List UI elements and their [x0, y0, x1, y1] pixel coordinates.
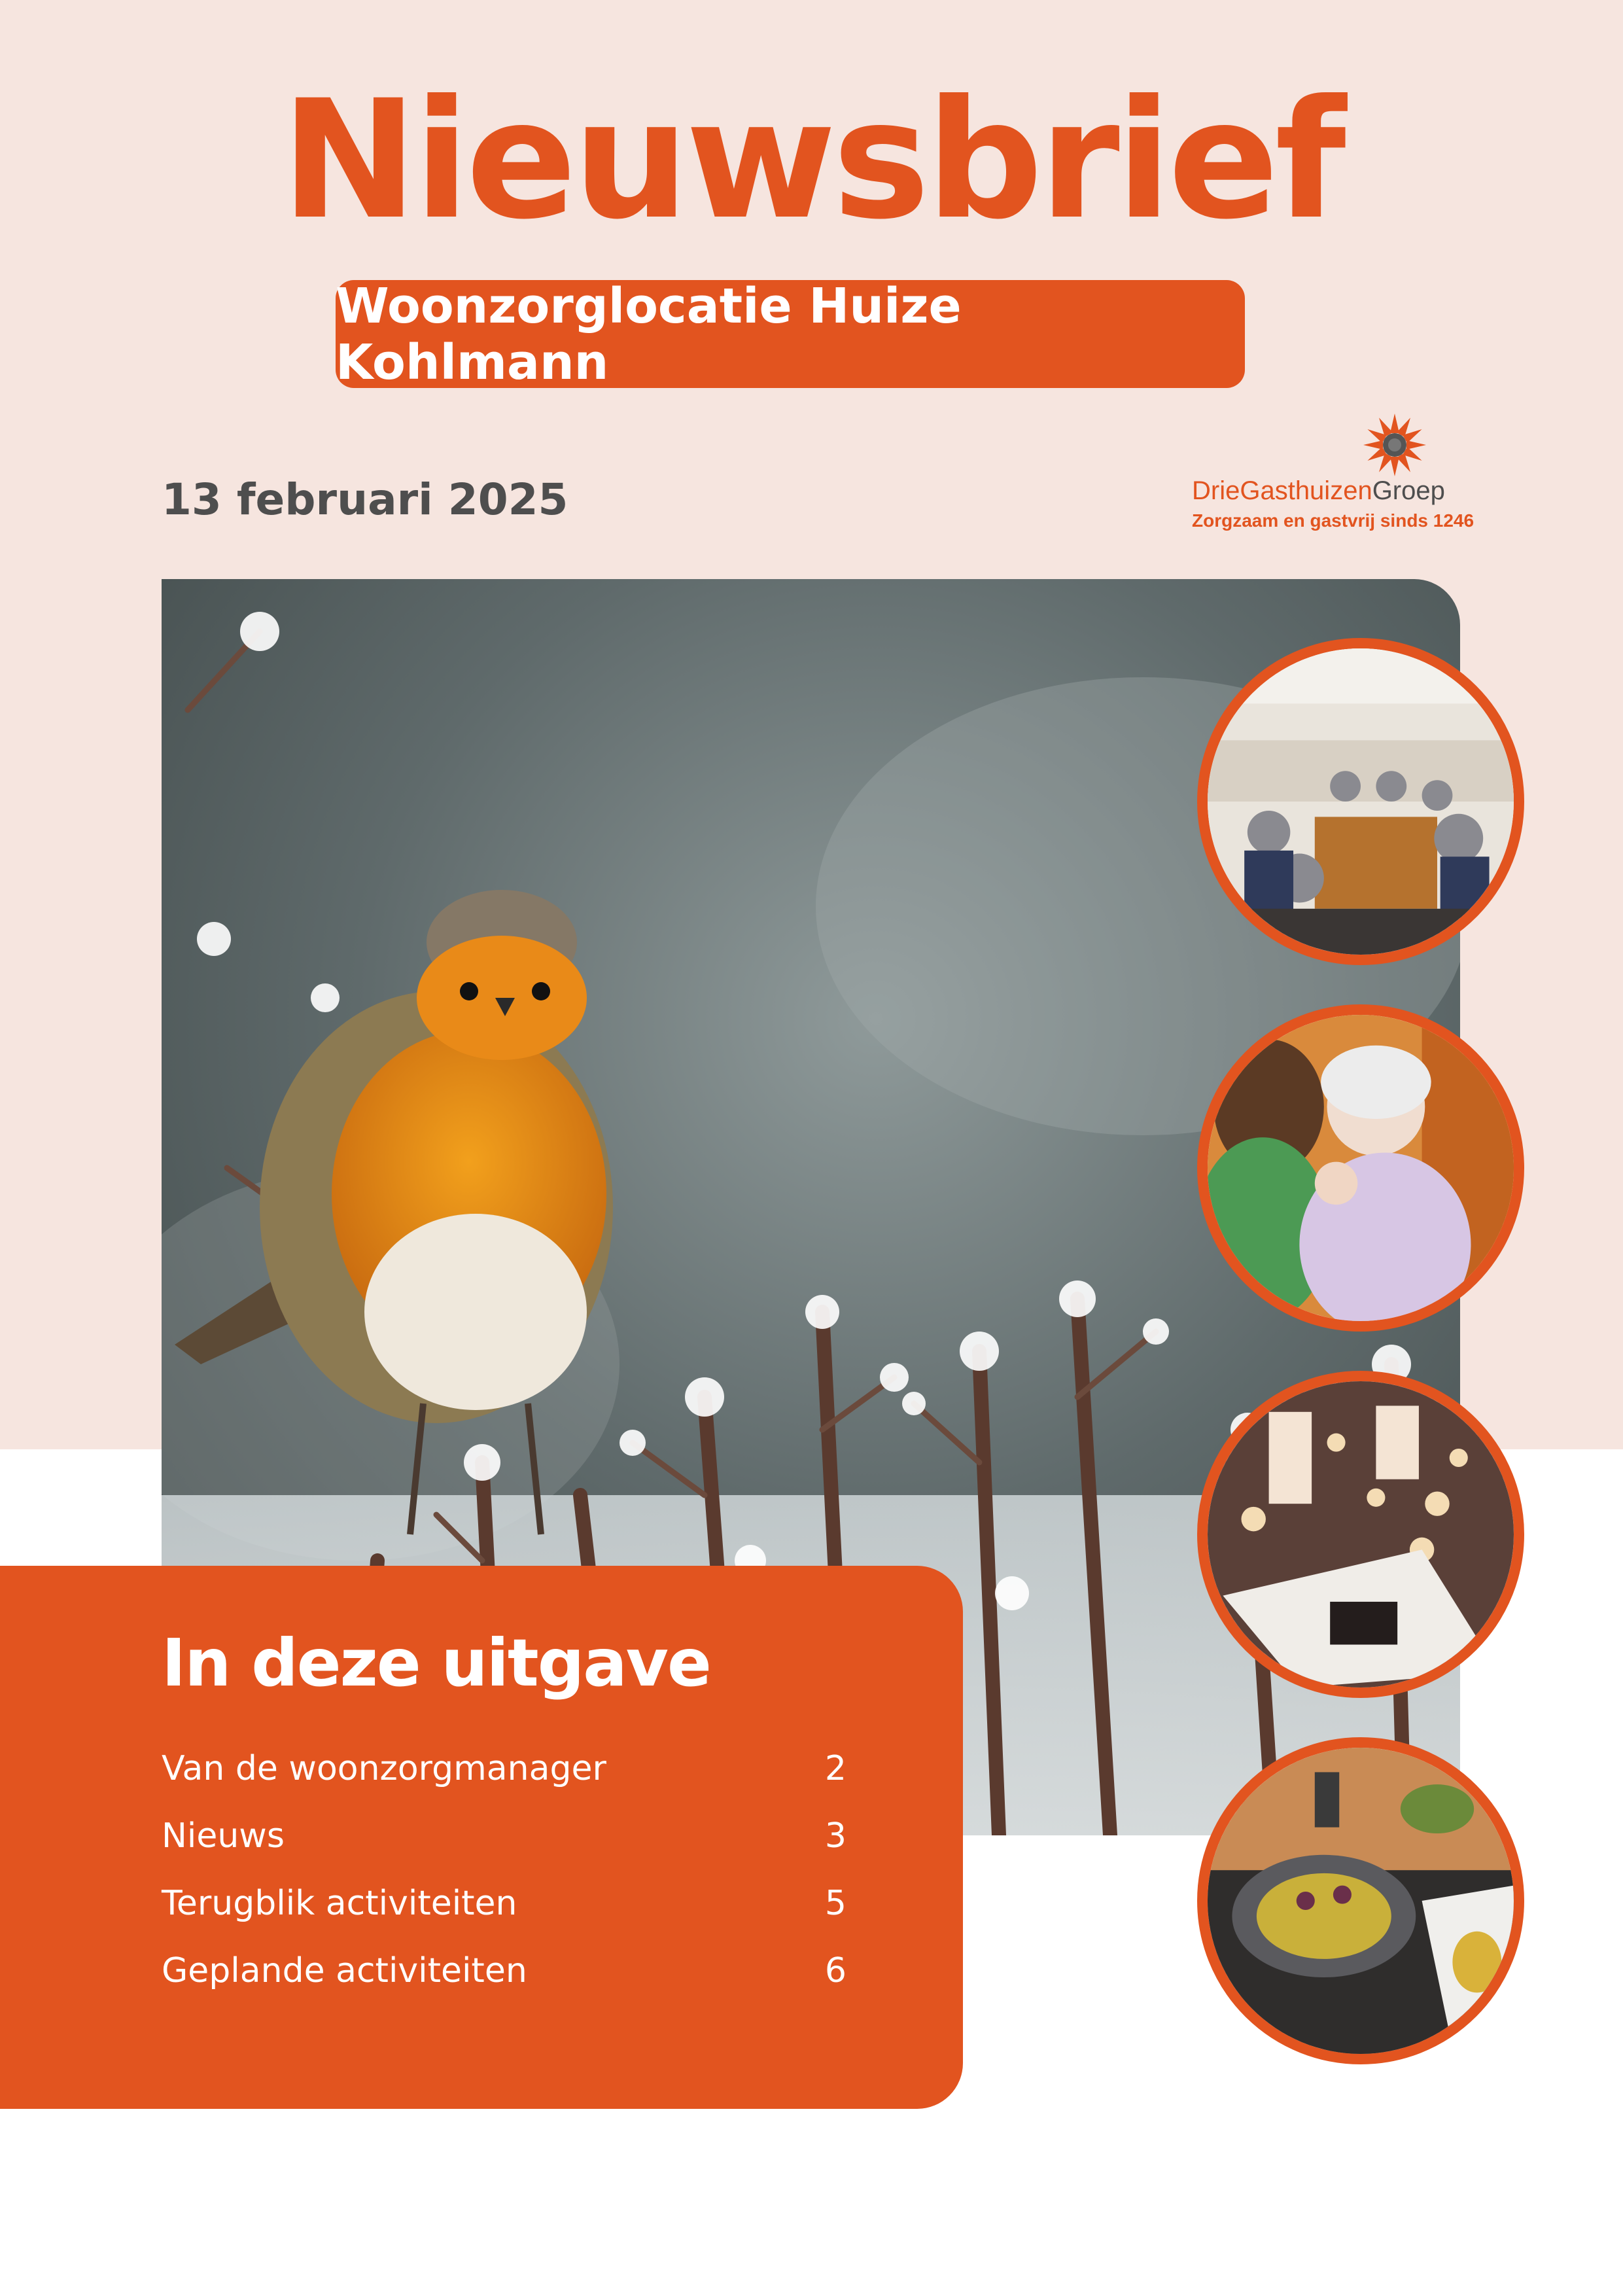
logo-tagline: Zorgzaam en gastvrij sinds 1246 [1192, 510, 1475, 531]
toc-item-page: 2 [824, 1749, 846, 1788]
organization-logo [1192, 411, 1475, 535]
toc-item-label: Terugblik activiteiten [162, 1884, 517, 1923]
toc-item-label: Geplande activiteiten [162, 1951, 527, 1990]
toc-item-page: 3 [824, 1816, 846, 1856]
logo-name-part1: DrieGasthuizen [1192, 476, 1372, 505]
logo-wordmark [1192, 476, 1445, 506]
newsletter-title: Nieuwsbrief [281, 65, 1342, 255]
logo-name-part2: Groep [1372, 476, 1445, 505]
table-of-contents [0, 1566, 963, 2109]
toc-item-label: Van de woonzorgmanager [162, 1749, 606, 1788]
issue-date: 13 februari 2025 [162, 474, 568, 525]
location-badge: Woonzorglocatie Huize Kohlmann [336, 280, 1245, 388]
photo-meal-plate [1197, 1737, 1524, 2064]
photo-remembrance-candles [1197, 1371, 1524, 1698]
toc-item-page: 5 [824, 1884, 846, 1923]
toc-item-label: Nieuws [162, 1816, 285, 1856]
sunflower-logo-icon [1349, 411, 1440, 476]
photo-resident-and-caregiver [1197, 1004, 1524, 1332]
photo-residents-gathering [1197, 638, 1524, 965]
toc-title: In deze uitgave [162, 1625, 710, 1701]
toc-item-page: 6 [824, 1951, 846, 1990]
